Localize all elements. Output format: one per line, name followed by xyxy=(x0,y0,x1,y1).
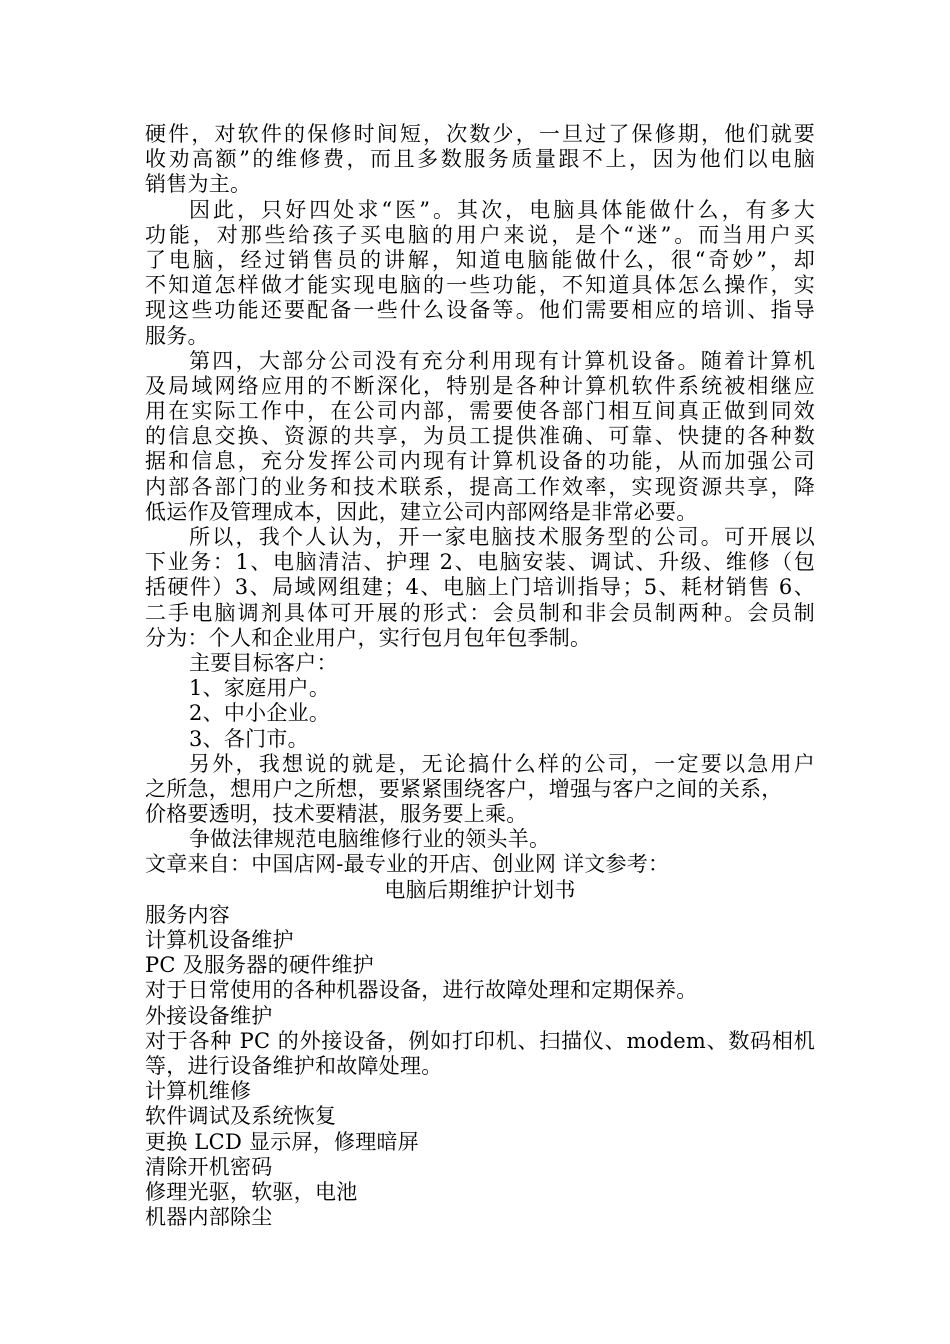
list-item: 清除开机密码 xyxy=(145,1154,273,1179)
text-line: 不知道怎样做才能实现电脑的一些功能，不知道具体怎么操作，实 xyxy=(145,273,815,298)
list-item: 2、中小企业。 xyxy=(189,701,331,726)
list-item: 对于各种 PC 的外接设备，例如打印机、扫描仪、modem、数码相机 xyxy=(145,1028,815,1053)
text-line: 服务。 xyxy=(145,323,209,348)
document-page xyxy=(145,122,815,1230)
text-line: 价格要透明，技术要精湛，服务要上乘。 xyxy=(145,802,528,827)
list-item: 修理光驱，软驱，电池 xyxy=(145,1179,358,1204)
text-line: 下业务：1、电脑清洁、护理 2、电脑安装、调试、升级、维修（包 xyxy=(145,550,815,575)
list-item: 1、家庭用户。 xyxy=(189,676,331,701)
list-item: 计算机维修 xyxy=(145,1079,252,1104)
text-line: 之所急，想用户之所想，要紧紧围绕客户，增强与客户之间的关系， xyxy=(145,776,783,801)
paragraph xyxy=(145,752,815,828)
paragraph xyxy=(145,525,815,651)
source-line: 文章来自：中国店网-最专业的开店、创业网 详文参考： xyxy=(145,852,670,877)
list-item: PC 及服务器的硬件维护 xyxy=(145,953,374,978)
list-item: 计算机设备维护 xyxy=(145,928,294,952)
section-title: 电脑后期维护计划书 xyxy=(384,877,576,902)
text-line: 销售为主。 xyxy=(145,172,252,197)
text-line: 括硬件）3、局域网组建；4、电脑上门培训指导；5、耗材销售 6、 xyxy=(145,575,815,600)
list-item: 机器内部除尘 xyxy=(145,1205,273,1230)
text-line: 因此，只好四处求“医”。其次，电脑具体能做什么，有多大 xyxy=(189,197,815,222)
text-line: 收劝高额”的维修费，而且多数服务质量跟不上，因为他们以电脑 xyxy=(145,147,815,172)
text-line: 功能，对那些给孩子买电脑的用户来说，是个“迷”。而当用户买 xyxy=(145,222,815,247)
text-line: 的信息交换、资源的共享，为员工提供准确、可靠、快捷的各种数 xyxy=(145,424,815,449)
text-line: 现这些功能还要配备一些什么设备等。他们需要相应的培训、指导 xyxy=(145,298,815,323)
list-item: 服务内容 xyxy=(145,902,230,927)
text-line: 了电脑，经过销售员的讲解，知道电脑能做什么，很“奇妙”，却 xyxy=(145,247,815,272)
text-line: 分为：个人和企业用户，实行包月包年包季制。 xyxy=(145,625,592,650)
text-line: 及局域网络应用的不断深化，特别是各种计算机软件系统被相继应 xyxy=(145,373,815,398)
text-line: 主要目标客户： xyxy=(189,650,338,675)
text-line: 据和信息，充分发挥公司内现有计算机设备的功能，从而加强公司 xyxy=(145,449,815,474)
text-line: 用在实际工作中，在公司内部，需要使各部门相互间真正做到同效 xyxy=(145,399,815,424)
text-line: 第四，大部分公司没有充分利用现有计算机设备。随着计算机 xyxy=(189,348,815,373)
list-item: 软件调试及系统恢复 xyxy=(145,1104,337,1129)
text-line: 内部各部门的业务和技术联系，提高工作效率，实现资源共享，降 xyxy=(145,474,815,499)
paragraph xyxy=(145,122,815,198)
text-line: 二手电脑调剂具体可开展的形式：会员制和非会员制两种。会员制 xyxy=(145,600,815,625)
list-item: 外接设备维护 xyxy=(145,1003,273,1028)
text-line: 另外，我想说的就是，无论搞什么样的公司，一定要以急用户 xyxy=(189,751,815,776)
paragraph xyxy=(145,198,815,349)
text-line: 硬件，对软件的保修时间短，次数少，一旦过了保修期，他们就要 xyxy=(145,122,815,146)
list-item: 对于日常使用的各种机器设备，进行故障处理和定期保养。 xyxy=(145,978,698,1003)
list-item: 更换 LCD 显示屏，修理暗屏 xyxy=(145,1129,419,1154)
text-line: 争做法律规范电脑维修行业的领头羊。 xyxy=(189,827,551,852)
text-line: 所以，我个人认为，开一家电脑技术服务型的公司。可开展以 xyxy=(189,525,815,549)
list-item: 3、各门市。 xyxy=(189,726,309,751)
list-item: 等，进行设备维护和故障处理。 xyxy=(145,1053,443,1078)
paragraph xyxy=(145,349,815,525)
text-line: 低运作及管理成本，因此，建立公司内部网络是非常必要。 xyxy=(145,499,698,524)
